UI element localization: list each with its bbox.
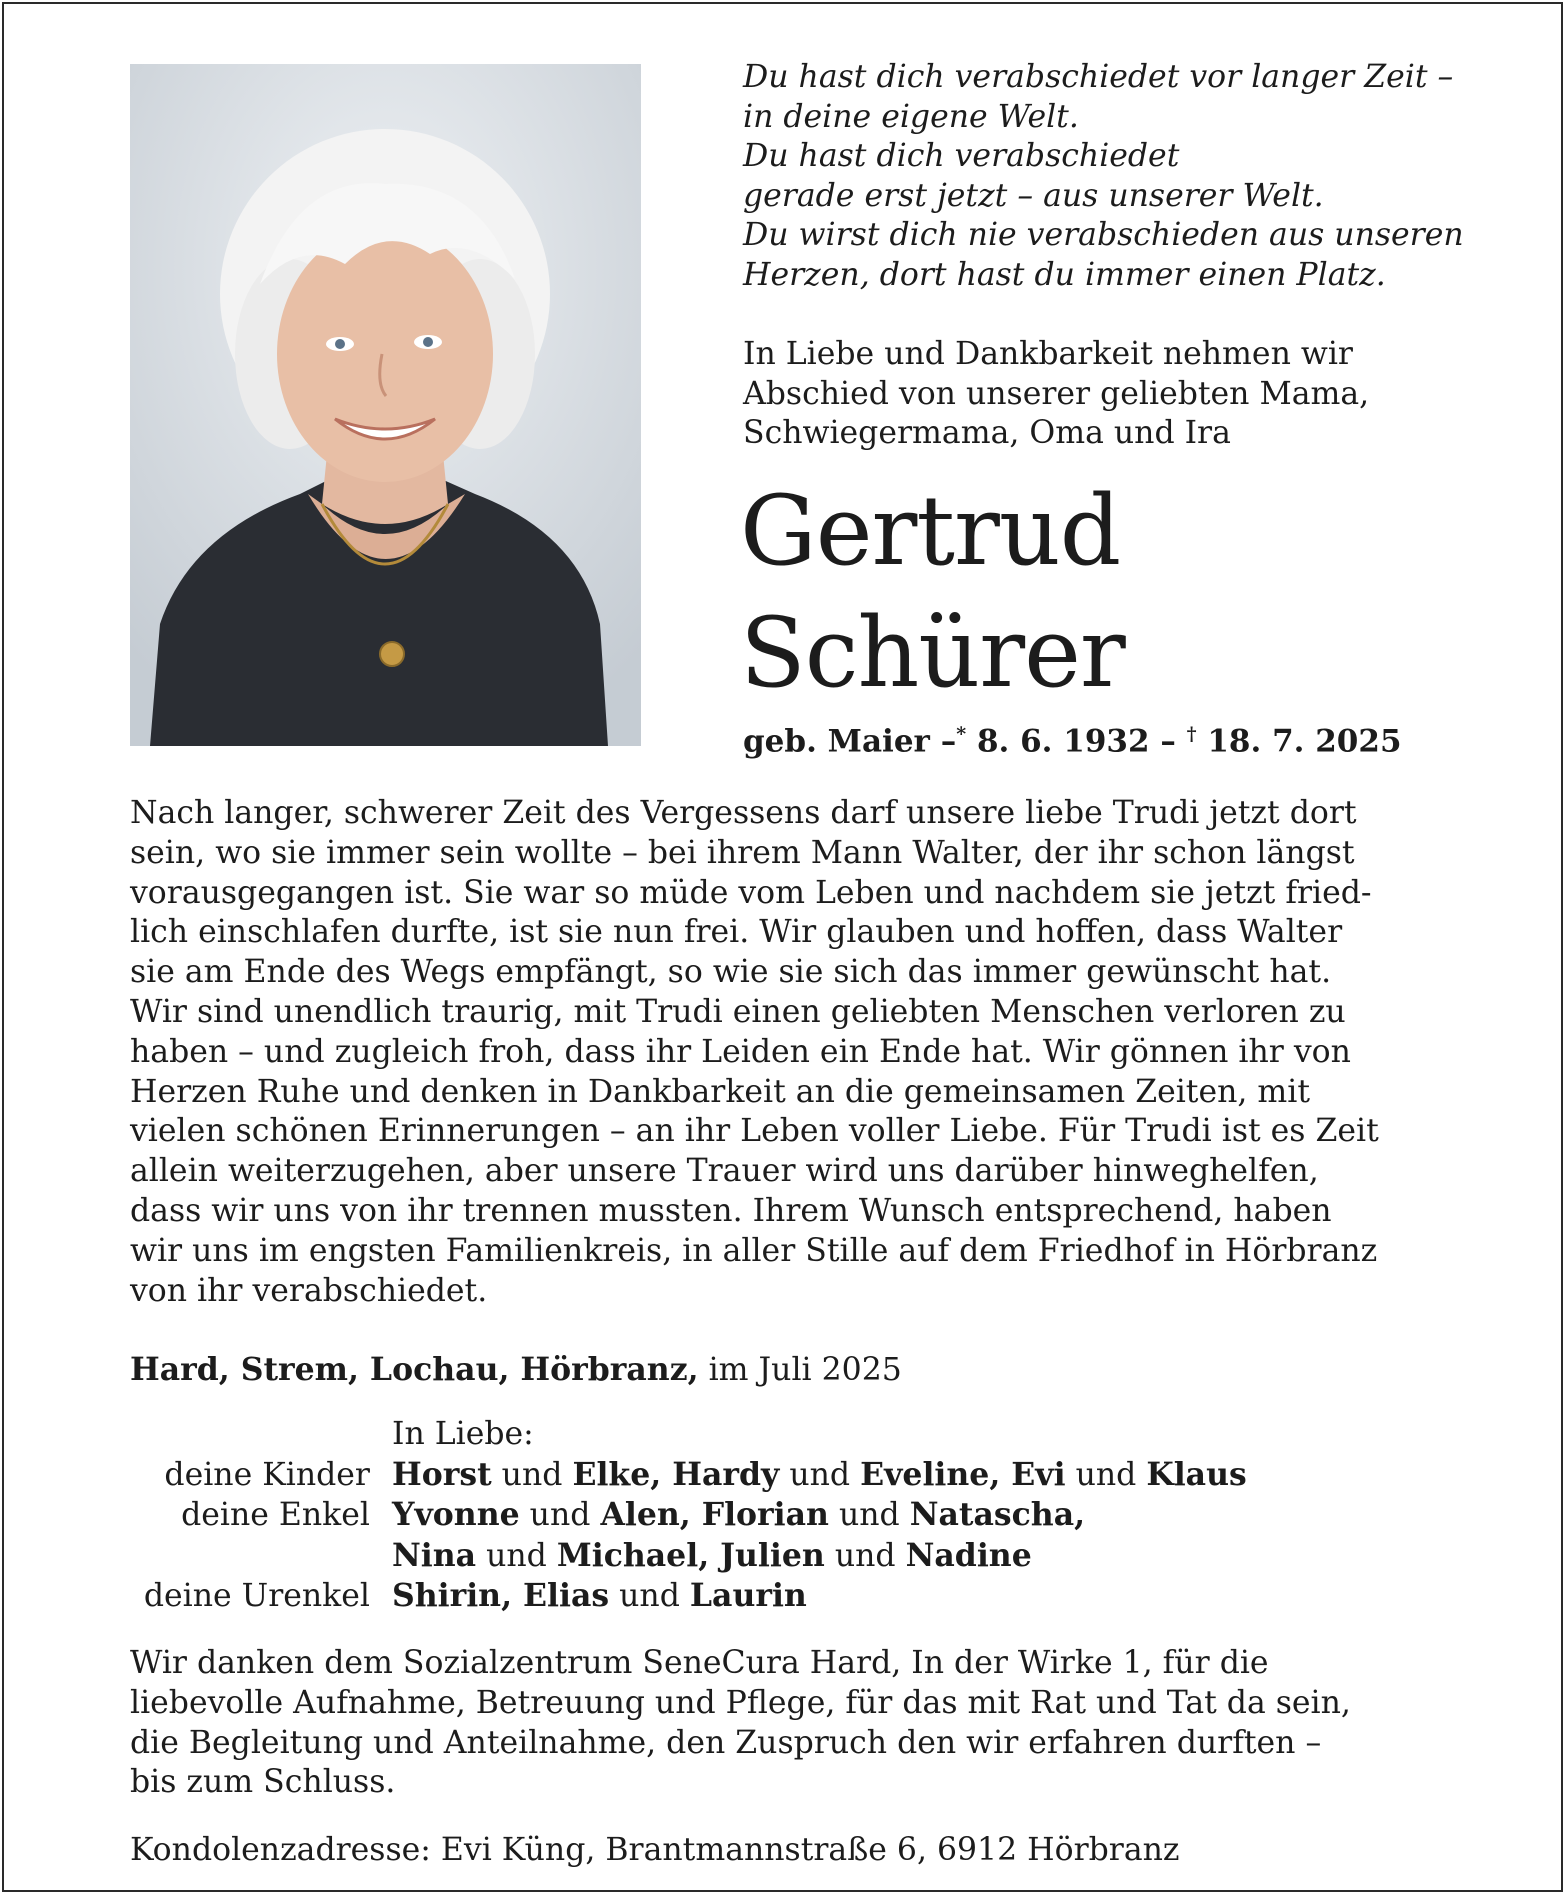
body-line: dass wir uns von ihr trennen mussten. Ihrem Wunsch entsprechend, haben bbox=[130, 1192, 1332, 1229]
family-name: Nina bbox=[392, 1536, 477, 1574]
conjunction: und bbox=[838, 1497, 900, 1533]
intro-line: Schwiegermama, Oma und Ira bbox=[743, 415, 1231, 451]
poem bbox=[743, 58, 1503, 295]
place-date-line bbox=[130, 1350, 1430, 1390]
date: im Juli 2025 bbox=[708, 1352, 902, 1388]
intro-text bbox=[743, 335, 1503, 454]
family-label: deine Kinder bbox=[164, 1456, 370, 1493]
thanks-line: Wir danken dem Sozialzentrum SeneCura Hard, In der Wirke 1, für die bbox=[130, 1645, 1269, 1681]
body-text bbox=[130, 794, 1437, 1311]
body-line: Herzen Ruhe und denken in Dankbarkeit an die gemeinsamen Zeiten, mit bbox=[130, 1073, 1311, 1110]
family-names bbox=[392, 1495, 1085, 1536]
thanks-line: liebevolle Aufnahme, Betreuung und Pflege, für das mit Rat und Tat da sein, bbox=[130, 1684, 1351, 1721]
death-date: 18. 7. 2025 bbox=[1207, 723, 1402, 760]
family-row-great-grandchildren bbox=[120, 1576, 1440, 1617]
family-label-empty bbox=[120, 1536, 392, 1577]
family-name: Natascha, bbox=[909, 1496, 1086, 1533]
body-line: von ihr verabschiedet. bbox=[130, 1272, 488, 1309]
conjunction: und bbox=[834, 1537, 896, 1574]
conjunction: und bbox=[501, 1456, 563, 1493]
body-line: sie am Ende des Wegs empfängt, so wie sie sich das immer gewünscht hat. bbox=[130, 954, 1332, 991]
poem-line: Du hast dich verabschiedet vor langer Zeit – bbox=[743, 59, 1454, 95]
family-name: Nadine bbox=[905, 1536, 1032, 1574]
first-name: Gertrud bbox=[740, 475, 1121, 587]
family-list bbox=[120, 1414, 1440, 1617]
places: Hard, Strem, Lochau, Hörbranz, bbox=[130, 1351, 699, 1388]
family-label-empty bbox=[120, 1414, 392, 1455]
family-name: Alen, Florian bbox=[600, 1496, 829, 1533]
family-name: Yvonne bbox=[392, 1496, 520, 1533]
family-name: Eveline, Evi bbox=[860, 1455, 1066, 1493]
family-name: Michael, Julien bbox=[556, 1536, 825, 1574]
family-name: Klaus bbox=[1146, 1455, 1247, 1493]
family-row-grandchildren bbox=[120, 1495, 1440, 1536]
family-label: deine Urenkel bbox=[143, 1578, 370, 1614]
portrait-photo bbox=[130, 64, 641, 746]
conjunction: und bbox=[789, 1456, 851, 1493]
life-dates: geb. Maier –* 8. 6. 1932 – † 18. 7. 2025 bbox=[743, 723, 1402, 760]
family-name: Laurin bbox=[689, 1577, 807, 1614]
body-line: Nach langer, schwerer Zeit des Vergessens darf unsere liebe Trudi jetzt dort bbox=[130, 795, 1357, 831]
last-name: Schürer bbox=[740, 597, 1125, 709]
conjunction: und bbox=[529, 1497, 591, 1533]
body-line: vielen schönen Erinnerungen – an ihr Leben voller Liebe. Für Trudi ist es Zeit bbox=[130, 1113, 1379, 1150]
family-name: Elke, Hardy bbox=[572, 1455, 780, 1493]
conjunction: und bbox=[619, 1578, 680, 1614]
conjunction: und bbox=[486, 1537, 547, 1574]
body-line: lich einschlafen durfte, ist sie nun frei. Wir glauben und hoffen, dass Walter bbox=[130, 914, 1343, 951]
poem-line: in deine eigene Welt. bbox=[743, 98, 1079, 135]
poem-line: Du hast dich verabschiedet bbox=[743, 138, 1180, 174]
born-symbol: * bbox=[956, 723, 967, 745]
family-row-children bbox=[120, 1455, 1440, 1496]
family-header: In Liebe: bbox=[392, 1416, 534, 1452]
thanks-line: bis zum Schluss. bbox=[130, 1764, 396, 1801]
family-header-row bbox=[120, 1414, 1440, 1455]
deceased-name bbox=[740, 470, 1520, 714]
family-names bbox=[392, 1455, 1247, 1496]
body-line: sein, wo sie immer sein wollte – bei ihrem Mann Walter, der ihr schon längst bbox=[130, 834, 1355, 871]
family-row-grandchildren-cont bbox=[120, 1536, 1440, 1577]
family-name: Shirin, Elias bbox=[392, 1577, 610, 1614]
body-line: wir uns im engsten Familienkreis, in aller Stille auf dem Friedhof in Hörbranz bbox=[130, 1232, 1378, 1269]
family-label: deine Enkel bbox=[181, 1497, 370, 1533]
body-line: allein weiterzugehen, aber unsere Trauer wird uns darüber hinweghelfen, bbox=[130, 1153, 1319, 1190]
poem-line: Herzen, dort hast du immer einen Platz. bbox=[743, 256, 1386, 293]
body-line: haben – und zugleich froh, dass ihr Leiden ein Ende hat. Wir gönnen ihr von bbox=[130, 1033, 1351, 1070]
poem-line: gerade erst jetzt – aus unserer Welt. bbox=[743, 177, 1324, 214]
thanks-line: die Begleitung und Anteilnahme, den Zuspruch den wir erfahren durften – bbox=[130, 1724, 1322, 1761]
family-name: Horst bbox=[392, 1455, 492, 1493]
portrait-illustration bbox=[130, 64, 641, 746]
birth-date: 8. 6. 1932 bbox=[976, 723, 1150, 760]
body-line: Wir sind unendlich traurig, mit Trudi einen geliebten Menschen verloren zu bbox=[130, 993, 1346, 1030]
conjunction: und bbox=[1075, 1456, 1137, 1493]
family-names bbox=[392, 1536, 1032, 1577]
family-names bbox=[392, 1576, 807, 1617]
body-line: vorausgegangen ist. Sie war so müde vom Leben und nachdem sie jetzt fried- bbox=[130, 874, 1372, 911]
condolence-address: Kondolenzadresse: Evi Küng, Brantmannstraße 6, 6912 Hörbranz bbox=[130, 1832, 1180, 1868]
died-symbol: † bbox=[1186, 723, 1197, 745]
poem-line: Du wirst dich nie verabschieden aus unseren bbox=[743, 217, 1464, 253]
thanks-text bbox=[130, 1644, 1437, 1803]
intro-line: Abschied von unserer geliebten Mama, bbox=[743, 375, 1370, 412]
intro-line: In Liebe und Dankbarkeit nehmen wir bbox=[743, 336, 1353, 372]
birth-name: geb. Maier bbox=[743, 723, 930, 760]
